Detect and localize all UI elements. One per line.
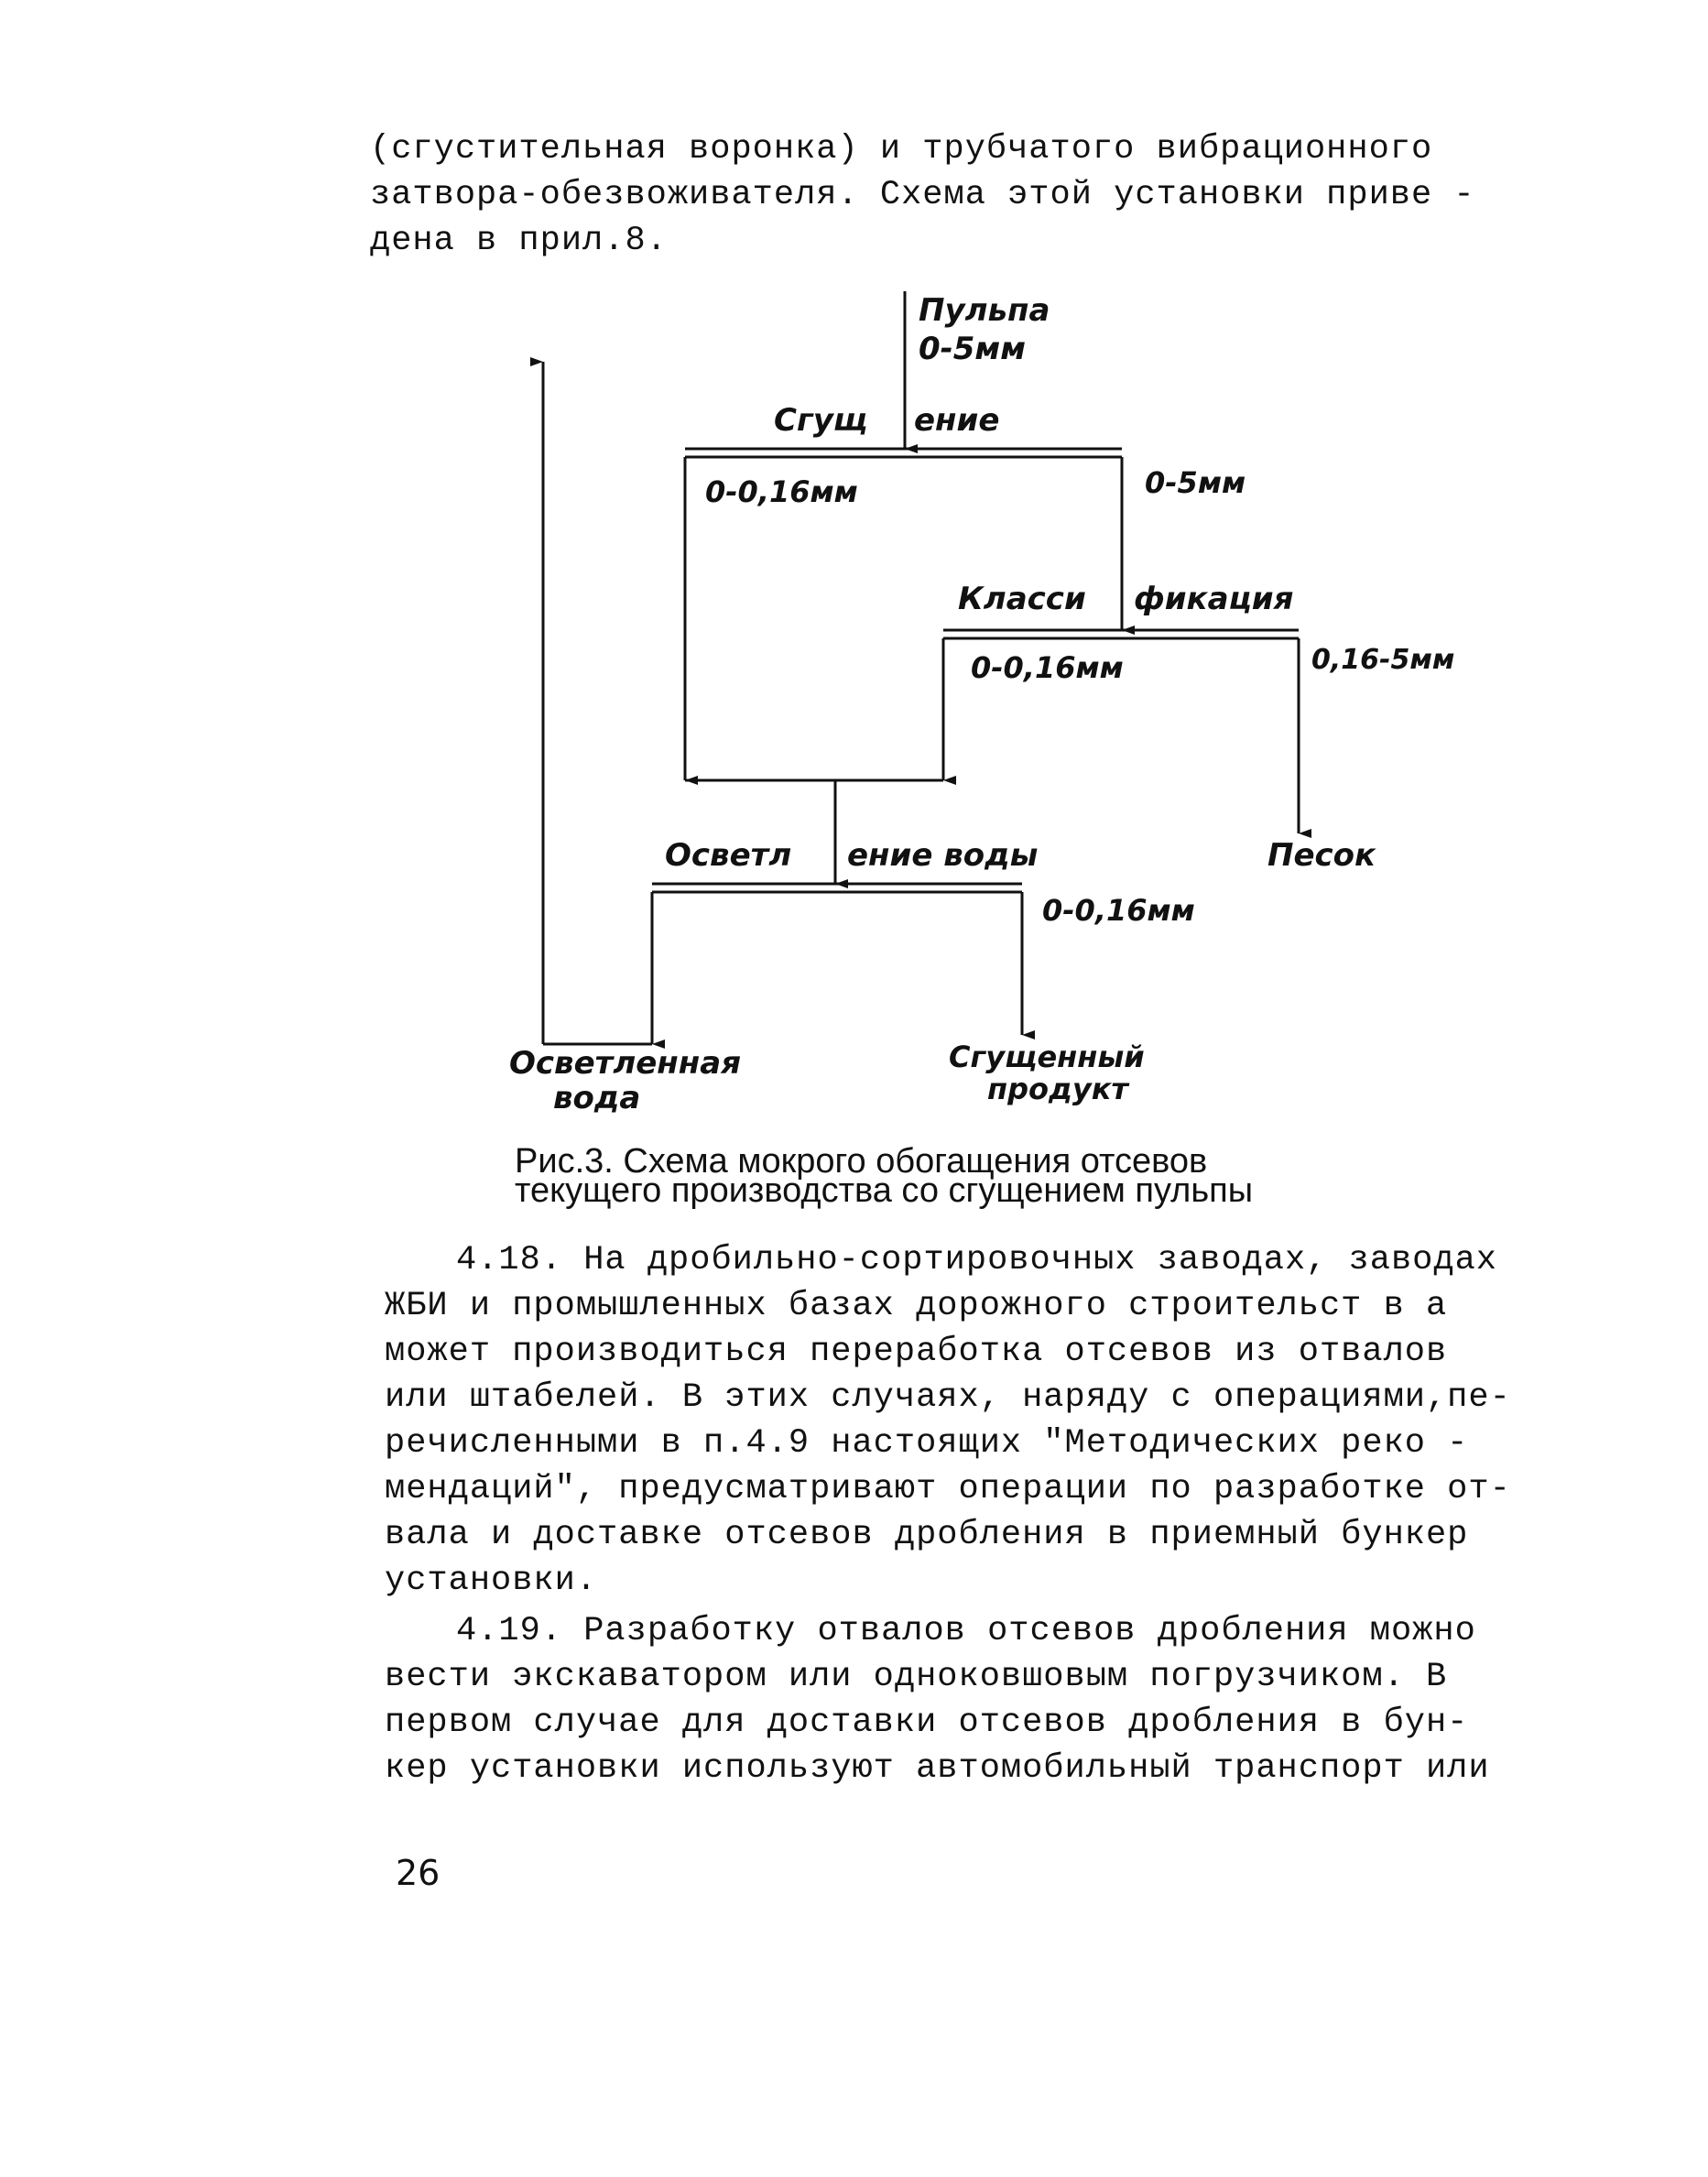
paragraph-line: мендаций", предусматривают операции по разработке от-: [385, 1470, 1511, 1508]
clarification-label-left: Осветл: [665, 837, 792, 874]
thickened-product-label: Сгущенный: [949, 1040, 1145, 1074]
page-number: 26: [396, 1853, 441, 1893]
paragraph-line: вала и доставке отсевов дробления в приемный бункер: [385, 1516, 1469, 1554]
clarified-water-label-2: вода: [553, 1080, 641, 1116]
paragraph-line: установки.: [385, 1562, 598, 1600]
paragraph-line: вести экскаватором или одноковшовым погрузчиком. В: [385, 1658, 1448, 1696]
coarse-fraction-label-2: 0,16-5мм: [1311, 644, 1455, 676]
caption-line: Рис.3. Схема мокрого обогащения отсевов: [515, 1142, 1208, 1181]
thickening-label-left: Сгущ: [774, 402, 868, 439]
paragraph-line: кер установки используют автомобильный транспорт или: [385, 1749, 1490, 1788]
clarification-label-right: ение воды: [847, 837, 1039, 874]
fine-fraction-label-1: 0-0,16мм: [705, 474, 858, 509]
input-label: Пульпа: [919, 292, 1050, 329]
paragraph-line: 4.18. На дробильно-сортировочных заводах, заводах: [456, 1241, 1497, 1279]
classification-label-right: фикация: [1134, 581, 1294, 617]
paragraph-line: речисленными в п.4.9 настоящих "Методических реко -: [385, 1424, 1469, 1463]
paragraph-line: ЖБИ и промышленных базах дорожного строительст в а: [385, 1287, 1448, 1325]
classification-label-left: Класси: [958, 581, 1086, 617]
sand-output-label: Песок: [1267, 837, 1376, 874]
caption-line: текущего производства со сгущением пульпы: [515, 1171, 1254, 1210]
fraction-label-3: 0-0,16мм: [1042, 893, 1195, 928]
intro-line: затвора-обезвоживателя. Схема этой установки приве -: [370, 176, 1475, 214]
paragraph-line: может производиться переработка отсевов из отвалов: [385, 1333, 1448, 1371]
intro-line: дена в прил.8.: [370, 222, 668, 260]
clarified-water-label: Осветленная: [509, 1045, 742, 1082]
paragraph-line: или штабелей. В этих случаях, наряду с операциями,пе-: [385, 1378, 1511, 1417]
fine-fraction-label-2: 0-0,16мм: [971, 650, 1124, 685]
input-size-label: 0-5мм: [919, 331, 1027, 367]
intro-line: (сгустительная воронка) и трубчатого вибрационного: [370, 130, 1433, 169]
paragraph-line: первом случае для доставки отсевов дробления в бун-: [385, 1704, 1469, 1742]
thickened-product-label-2: продукт: [987, 1072, 1128, 1106]
thickening-label-right: ение: [914, 402, 1000, 439]
coarse-fraction-label-1: 0-5мм: [1145, 465, 1246, 500]
paragraph-line: 4.19. Разработку отвалов отсевов дробления можно: [456, 1612, 1476, 1650]
